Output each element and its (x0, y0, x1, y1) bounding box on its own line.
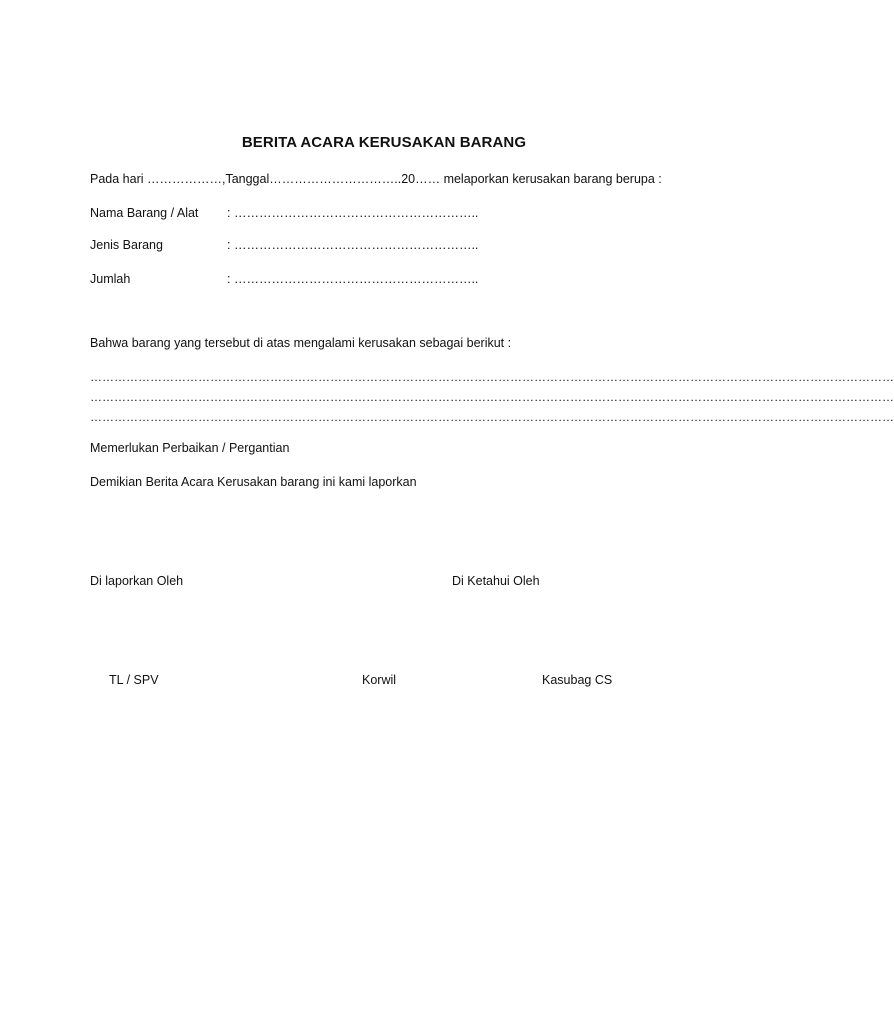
signatory-korwil: Korwil (362, 673, 397, 687)
field-value-jumlah: : ………………………………………………….. (227, 272, 479, 286)
acknowledged-by-label: Di Ketahui Oleh (452, 574, 540, 588)
field-label-jumlah: Jumlah (90, 272, 131, 286)
field-value-nama-barang: : ………………………………………………….. (227, 206, 479, 220)
repair-note: Memerlukan Perbaikan / Pergantian (90, 441, 290, 455)
intro-line: Pada hari ………………,Tanggal…………………………..20…… melaporkan kerusakan barang berupa : (90, 172, 662, 186)
signatory-kasubag-cs: Kasubag CS (542, 673, 613, 687)
damage-line-1: ………………………………………………………………………………………………………………………………………………………………………………… (90, 370, 894, 384)
signatory-tl-spv: TL / SPV (109, 673, 159, 687)
field-label-jenis-barang: Jenis Barang (90, 238, 163, 252)
document-title: BERITA ACARA KERUSAKAN BARANG (241, 134, 527, 151)
field-label-nama-barang: Nama Barang / Alat (90, 206, 199, 220)
closing-statement: Demikian Berita Acara Kerusakan barang ini kami laporkan (90, 475, 417, 489)
reported-by-label: Di laporkan Oleh (90, 574, 184, 588)
damage-line-3: ………………………………………………………………………………………………………………………………………………………………………………… (90, 410, 894, 424)
field-value-jenis-barang: : ………………………………………………….. (227, 238, 479, 252)
damage-intro: Bahwa barang yang tersebut di atas mengalami kerusakan sebagai berikut : (90, 336, 512, 350)
damage-line-2: ………………………………………………………………………………………………………………………………………………………………………………… (90, 390, 894, 404)
